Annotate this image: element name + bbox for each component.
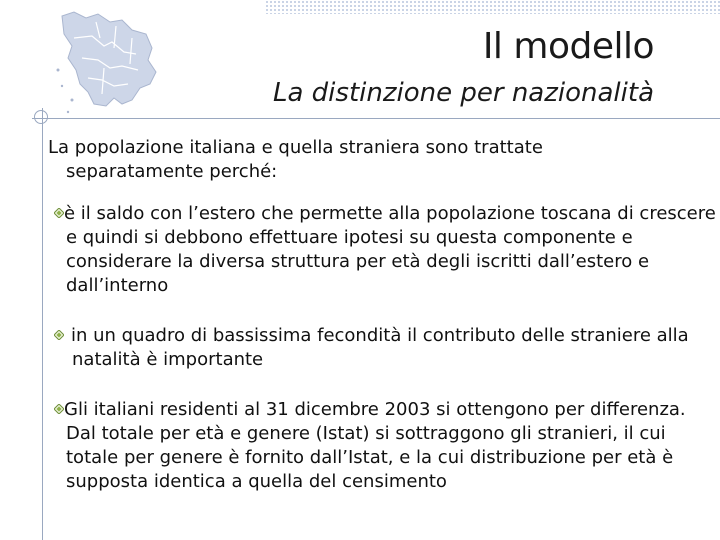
bullet-item: [48, 324, 720, 372]
bullet-text: è il saldo con l’estero che permette alla popolazione toscana di crescere e quindi si debbono effettuare ipotesi su questa componente e considerare la diversa struttura per età degli iscritti dall’estero e dall’interno: [64, 203, 716, 296]
bullet-list: [48, 202, 720, 494]
bullet-item: [48, 202, 720, 298]
diamond-bullet-icon: [54, 330, 64, 340]
slide-title: Il modello: [482, 26, 654, 67]
diamond-bullet-icon: [54, 208, 64, 218]
bullet-item: [48, 398, 720, 494]
horizontal-rule: [32, 118, 720, 119]
tuscany-map-icon: [52, 8, 164, 118]
dotted-header-band: [265, 0, 720, 14]
vertical-rule: [42, 108, 43, 540]
bullet-text: in un quadro di bassissima fecondità il contributo delle straniere alla natalità è importante: [71, 325, 689, 370]
slide-subtitle: La distinzione per nazionalità: [273, 78, 654, 108]
diamond-bullet-icon: [54, 404, 64, 414]
intro-paragraph: La popolazione italiana e quella straniera sono trattate separatamente perché:: [48, 137, 543, 182]
bullet-text: Gli italiani residenti al 31 dicembre 2003 si ottengono per differenza. Dal totale per età e genere (Istat) si sottraggono gli stranieri, il cui totale per genere è fornito dall’Istat, e la cui distribuzione per età è supposta identica a quella del censimento: [64, 399, 686, 492]
rule-circle-ornament: [34, 110, 48, 124]
